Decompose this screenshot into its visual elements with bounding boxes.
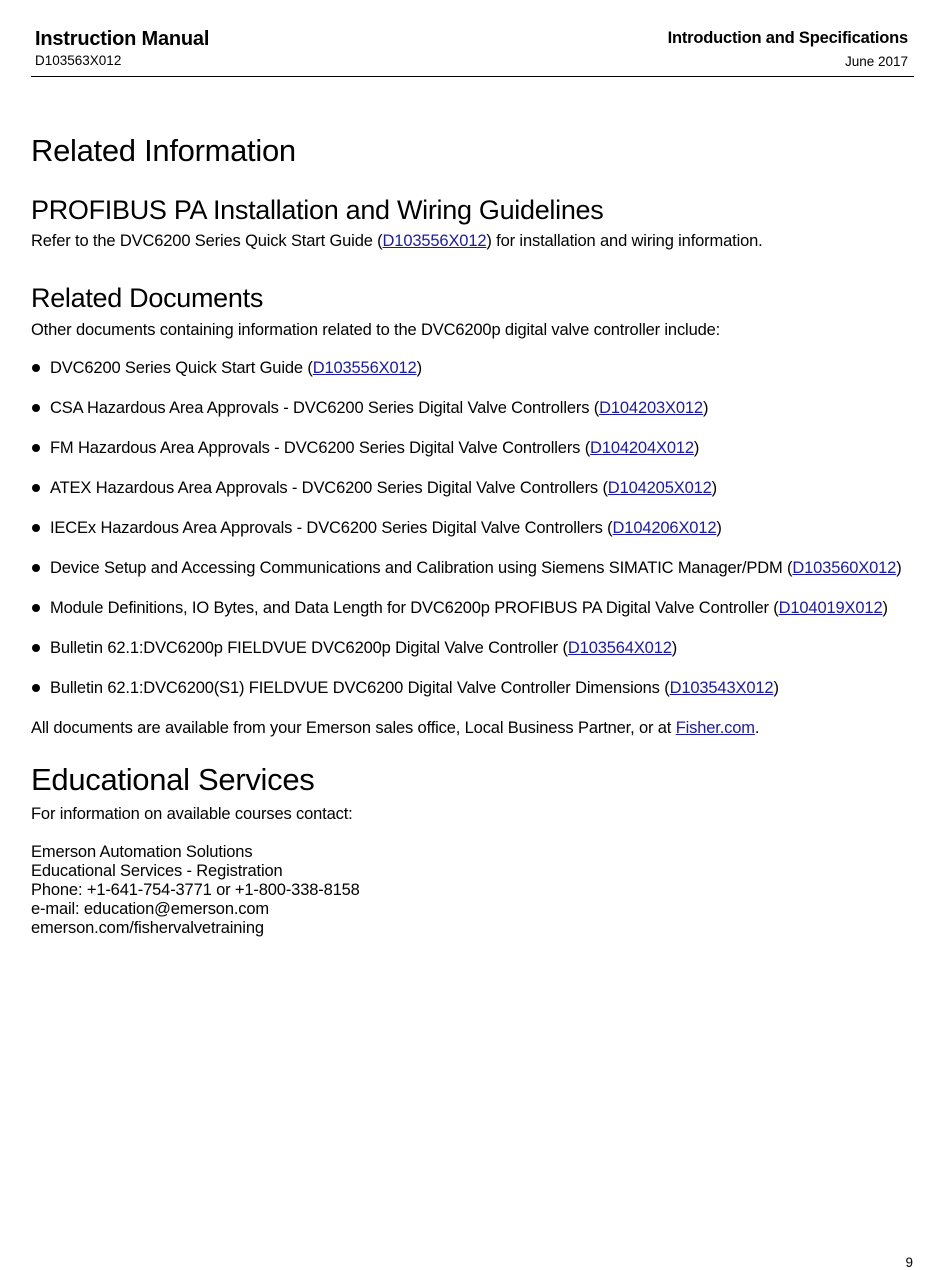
page-number: 9 [905,1255,913,1270]
bullet-icon [32,484,40,492]
list-item [31,478,921,498]
text: Refer to the DVC6200 Series Quick Start Guide ( [31,232,383,250]
related-documents-intro: Other documents containing information related to the DVC6200p digital valve controller include: [31,321,721,339]
page-header [31,26,914,77]
contact-email: e-mail: education@emerson.com [31,900,270,918]
document-link[interactable]: D104205X012 [607,479,712,497]
document-link[interactable]: D104204X012 [590,439,694,457]
manual-title: Instruction Manual [35,28,210,50]
related-documents-heading: Related Documents [31,283,264,313]
document-link[interactable]: D103543X012 [669,679,774,697]
list-item [31,598,921,618]
bullet-icon [32,444,40,452]
list-item [31,398,921,418]
bullet-icon [32,364,40,372]
item-text: ) [882,599,888,617]
item-text: Bulletin 62.1:DVC6200(S1) FIELDVUE DVC6200 Digital Valve Controller Dimensions ( [50,679,670,697]
list-item [31,358,921,378]
quick-start-guide-link[interactable]: D103556X012 [382,232,487,250]
bullet-icon [32,604,40,612]
document-link[interactable]: D103560X012 [792,559,897,577]
bullet-icon [32,404,40,412]
fisher-com-link[interactable]: Fisher.com [675,719,755,737]
contact-phone: Phone: +1-641-754-3771 or +1-800-338-8158 [31,881,360,899]
item-text: ATEX Hazardous Area Approvals - DVC6200 Series Digital Valve Controllers ( [50,479,608,497]
bullet-icon [32,524,40,532]
contact-company: Emerson Automation Solutions [31,843,253,861]
availability-paragraph [31,718,921,738]
related-information-heading: Related Information [31,133,296,168]
document-number: D103563X012 [35,53,122,68]
item-text: ) [671,639,678,657]
text: . [754,719,760,737]
list-item [31,638,921,658]
document-link[interactable]: D103556X012 [312,359,417,377]
document-link[interactable]: D104203X012 [599,399,703,417]
item-text: Device Setup and Accessing Communications and Calibration using Siemens SIMATIC Manager/PDM ( [50,559,793,577]
document-link[interactable]: D103564X012 [567,639,672,657]
educational-intro: For information on available courses contact: [31,805,353,823]
item-text: ) [693,439,700,457]
profibus-heading: PROFIBUS PA Installation and Wiring Guidelines [31,195,604,225]
bullet-icon [32,644,40,652]
contact-website: emerson.com/fishervalvetraining [31,919,264,937]
related-documents-list [31,358,921,698]
page-content [31,131,921,938]
item-text: ) [716,519,722,537]
item-text: FM Hazardous Area Approvals - DVC6200 Series Digital Valve Controllers ( [50,439,591,457]
item-text: CSA Hazardous Area Approvals - DVC6200 Series Digital Valve Controllers ( [50,399,600,417]
bullet-icon [32,684,40,692]
contact-department: Educational Services - Registration [31,862,283,880]
text: ) for installation and wiring information. [486,232,763,250]
list-item [31,678,921,698]
list-item [31,558,921,578]
bullet-icon [32,564,40,572]
text: All documents are available from your Emerson sales office, Local Business Partner, or at [31,719,676,737]
list-item [31,438,921,458]
list-item [31,518,921,538]
item-text: ) [416,359,422,377]
item-text: ) [702,399,709,417]
educational-services-heading: Educational Services [31,762,315,797]
profibus-paragraph [31,231,921,251]
item-text: ) [711,479,718,497]
item-text: ) [773,679,779,697]
document-link[interactable]: D104019X012 [778,599,883,617]
document-link[interactable]: D104206X012 [612,519,717,537]
contact-block [31,843,921,938]
section-title: Introduction and Specifications [667,29,908,47]
item-text: DVC6200 Series Quick Start Guide ( [50,359,313,377]
publication-date: June 2017 [844,54,908,69]
item-text: IECEx Hazardous Area Approvals - DVC6200 Series Digital Valve Controllers ( [50,519,613,537]
item-text: ) [896,559,902,577]
item-text: Module Definitions, IO Bytes, and Data Length for DVC6200p PROFIBUS PA Digital Valve Controller ( [50,599,779,617]
item-text: Bulletin 62.1:DVC6200p FIELDVUE DVC6200p Digital Valve Controller ( [50,639,568,657]
